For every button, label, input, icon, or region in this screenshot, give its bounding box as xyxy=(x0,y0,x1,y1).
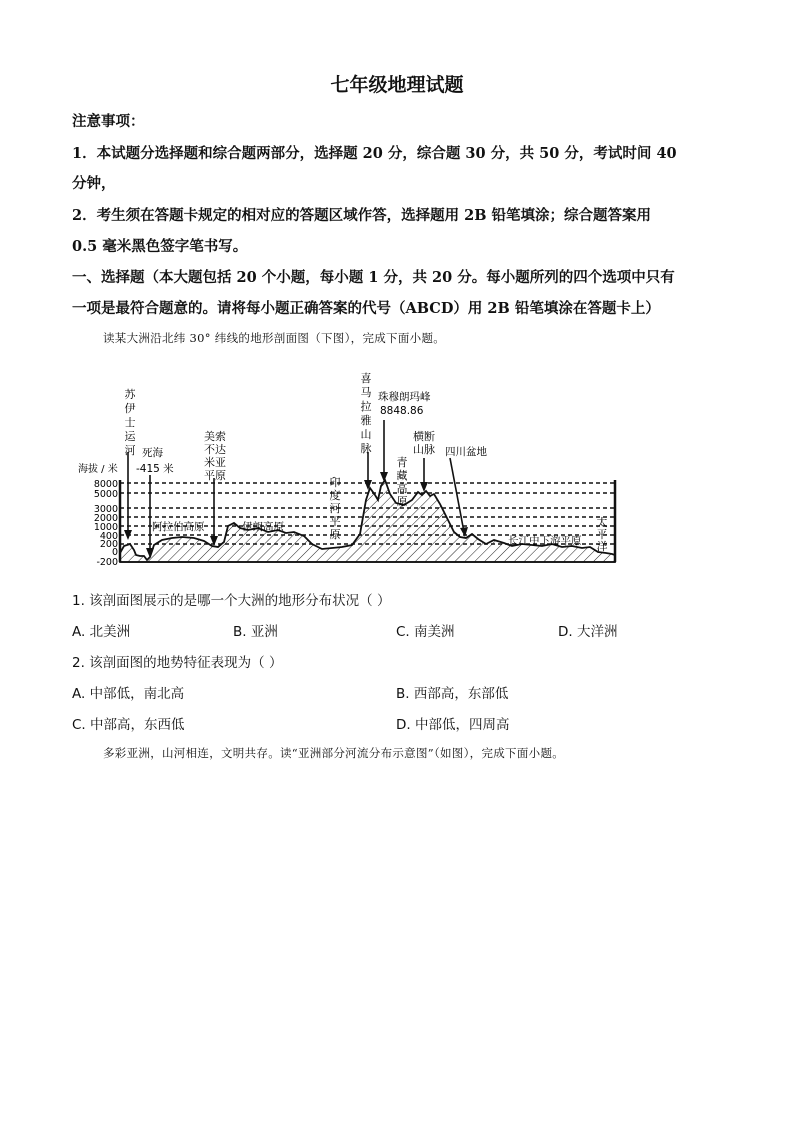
everest-elevation: 8848.86 xyxy=(380,405,424,417)
y-tick: 2000 xyxy=(93,513,118,524)
y-tick: 1000 xyxy=(93,522,118,533)
dead-sea-elevation: -415 米 xyxy=(136,463,174,475)
q2-option-a[interactable]: A. 中部低，南北高 xyxy=(72,686,185,702)
svg-text:河: 河 xyxy=(124,444,136,457)
y-tick: 5000 xyxy=(93,489,118,500)
y-tick: 8000 xyxy=(93,479,118,490)
section-heading-line-2: 一项是最符合题意的。请将每小题正确答案的代号（ABCD）用 2B 铅笔填涂在答题卡上） xyxy=(72,300,660,317)
page-title: 七年级地理试题 xyxy=(330,74,464,96)
svg-text:青: 青 xyxy=(396,456,408,469)
sichuan-basin-label: 四川盆地 xyxy=(445,446,487,458)
svg-text:太: 太 xyxy=(596,516,608,529)
svg-text:高: 高 xyxy=(396,482,408,495)
svg-text:度: 度 xyxy=(329,489,341,502)
terrain-profile-figure xyxy=(72,360,632,575)
everest-label: 珠穆朗玛峰 xyxy=(378,391,431,403)
svg-text:雅: 雅 xyxy=(360,414,372,427)
arabian-plateau-label: 阿拉伯高原 xyxy=(152,521,205,533)
svg-text:原: 原 xyxy=(329,528,341,541)
svg-text:平: 平 xyxy=(329,515,341,528)
svg-text:不达: 不达 xyxy=(204,443,226,456)
y-tick: -200 xyxy=(96,557,118,568)
svg-text:平: 平 xyxy=(596,528,608,541)
y-axis-label: 海拔 / 米 xyxy=(78,464,118,475)
himalaya-label xyxy=(361,371,372,455)
svg-text:苏: 苏 xyxy=(124,388,136,401)
suez-canal-label xyxy=(125,387,137,457)
y-tick: 0 xyxy=(111,547,118,558)
y-tick: 3000 xyxy=(93,504,118,515)
q2-option-d[interactable]: D. 中部低，四周高 xyxy=(396,717,510,733)
svg-text:伊: 伊 xyxy=(124,402,136,415)
dead-sea-label: 死海 xyxy=(142,447,163,459)
yangtze-plain-label: 长江中下游平原 xyxy=(508,535,582,547)
svg-text:士: 士 xyxy=(124,416,136,429)
notice-line-2: 分钟， xyxy=(72,175,116,192)
notice-line-4: 0.5 毫米黑色签字笔书写。 xyxy=(72,238,248,255)
svg-text:米亚: 米亚 xyxy=(204,456,226,469)
svg-text:山脉: 山脉 xyxy=(413,443,435,456)
notice-line-3: 2．考生须在答题卡规定的相对应的答题区域作答，选择题用 2B 铅笔填涂；综合题答案用 xyxy=(72,207,652,224)
svg-text:运: 运 xyxy=(124,430,136,443)
q1-option-d[interactable]: D. 大洋洲 xyxy=(558,624,618,640)
svg-text:平原: 平原 xyxy=(204,469,226,482)
q1-option-a[interactable]: A. 北美洲 xyxy=(72,624,131,640)
y-tick: 200 xyxy=(99,539,118,550)
svg-text:美索: 美索 xyxy=(204,430,226,443)
question-2-stem: 2. 该剖面图的地势特征表现为（ ） xyxy=(72,655,283,671)
tibet-plateau-label xyxy=(397,455,408,508)
figure-intro: 读某大洲沿北纬 30° 纬线的地形剖面图（下图），完成下面小题。 xyxy=(103,331,446,345)
svg-text:喜: 喜 xyxy=(360,372,372,385)
svg-text:脉: 脉 xyxy=(360,442,372,455)
q2-option-c[interactable]: C. 中部高，东西低 xyxy=(72,717,185,733)
indus-plain-label xyxy=(330,476,341,541)
notice-line-1: 1．本试题分选择题和综合题两部分，选择题 20 分，综合题 30 分，共 50 分，考试时间 40 xyxy=(72,145,677,162)
svg-text:马: 马 xyxy=(360,386,372,399)
svg-text:印: 印 xyxy=(329,476,341,489)
q1-option-b[interactable]: B. 亚洲 xyxy=(233,624,278,640)
svg-text:拉: 拉 xyxy=(360,400,372,413)
q1-option-c[interactable]: C. 南美洲 xyxy=(396,624,455,640)
y-tick: 400 xyxy=(99,531,118,542)
svg-text:原: 原 xyxy=(396,495,408,508)
q2-option-b[interactable]: B. 西部高，东部低 xyxy=(396,686,509,702)
svg-text:河: 河 xyxy=(329,502,341,515)
next-figure-intro: 多彩亚洲，山河相连，文明共存。读“亚洲部分河流分布示意图”（如图），完成下面小题。 xyxy=(103,746,565,760)
svg-text:藏: 藏 xyxy=(396,469,408,482)
svg-text:洋: 洋 xyxy=(596,540,608,553)
mesopotamia-label xyxy=(204,429,226,482)
question-1-stem: 1. 该剖面图展示的是哪一个大洲的地形分布状况（ ） xyxy=(72,593,391,609)
hengduan-label xyxy=(413,429,435,456)
iranian-plateau-label: 伊朗高原 xyxy=(242,521,284,533)
svg-text:横断: 横断 xyxy=(413,430,435,443)
notice-heading: 注意事项： xyxy=(72,113,145,130)
y-tick-labels xyxy=(94,479,118,568)
pacific-label xyxy=(597,515,608,553)
section-heading-line-1: 一、选择题（本大题包括 20 个小题，每小题 1 分，共 20 分。每小题所列的四个选项中只有 xyxy=(72,269,675,286)
svg-text:山: 山 xyxy=(360,428,372,441)
